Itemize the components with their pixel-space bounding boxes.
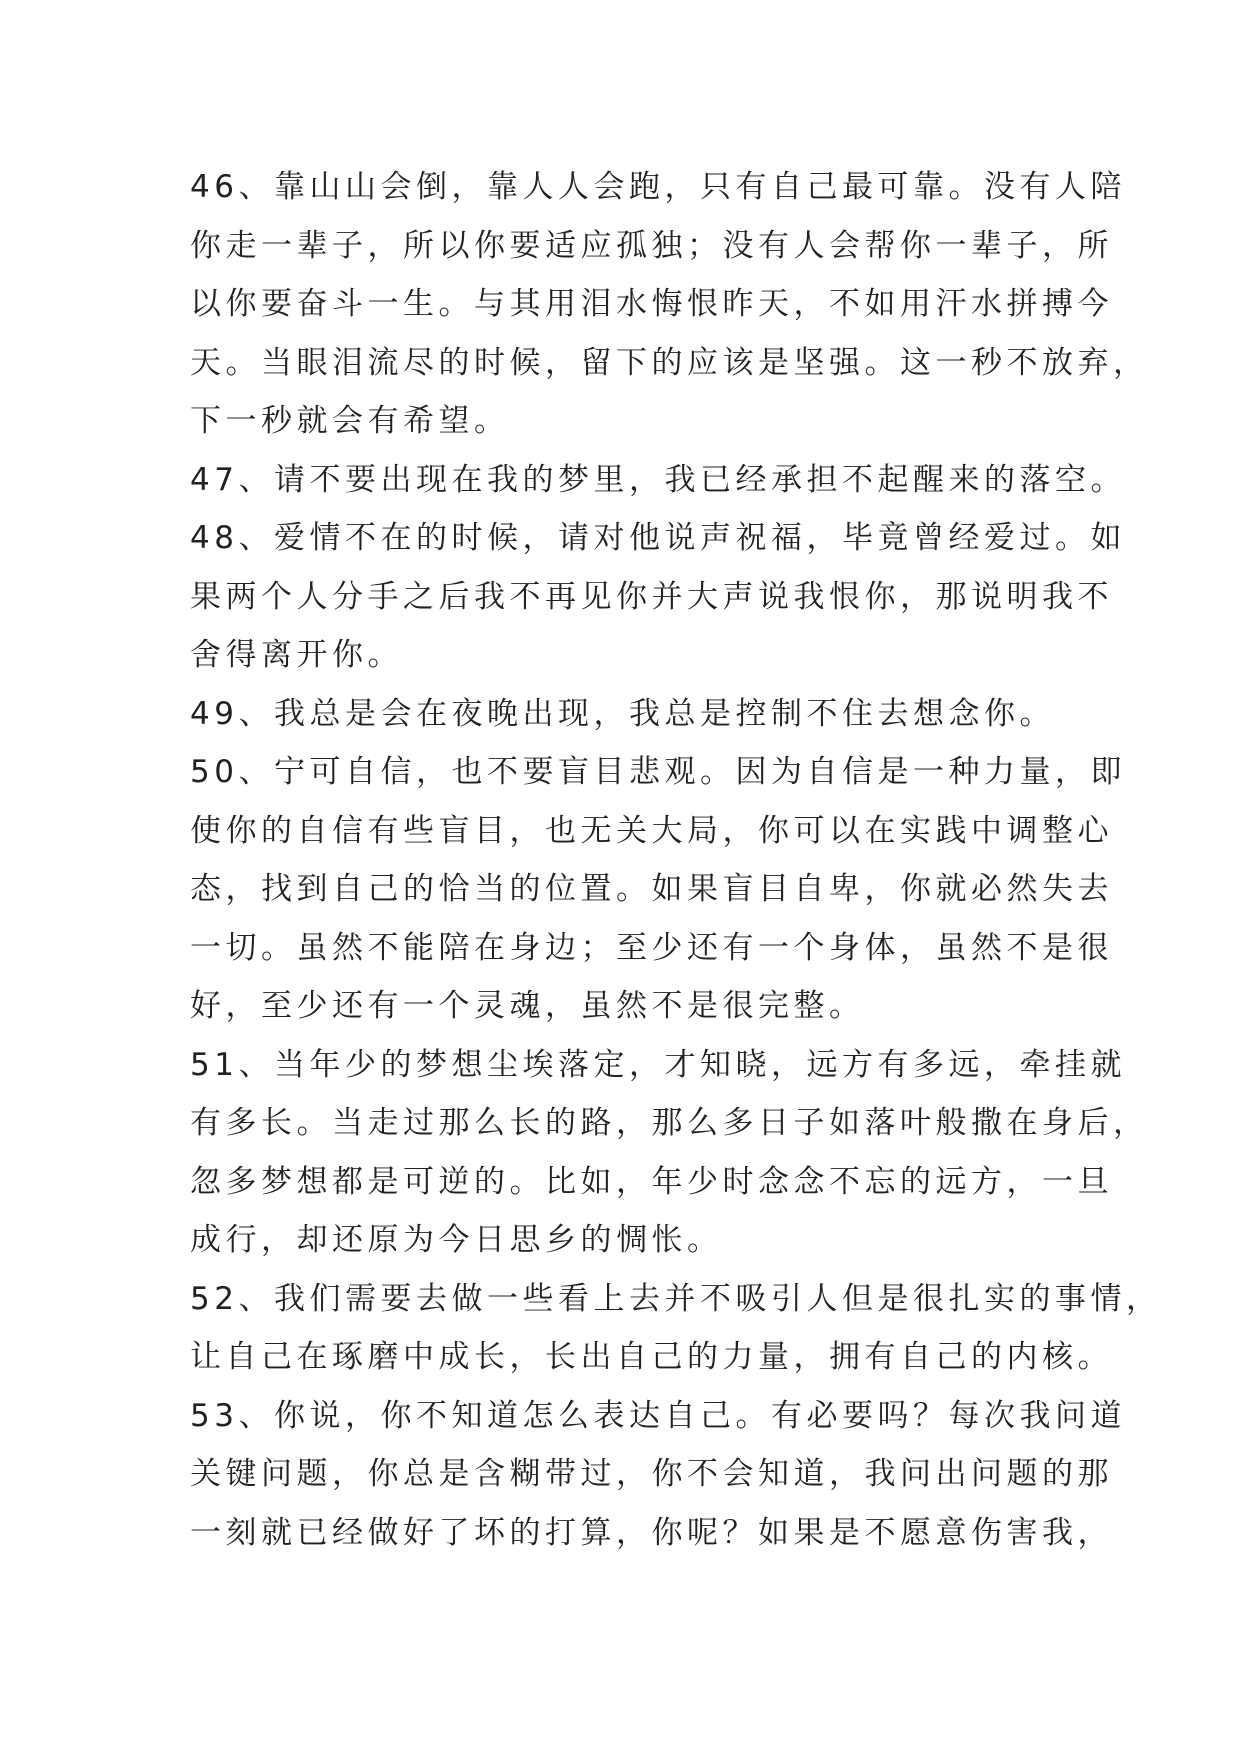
text-line: 舍得离开你。 xyxy=(190,637,403,673)
text-line: 你走一辈子，所以你要适应孤独；没有人会帮你一辈子，所 xyxy=(190,227,1113,264)
text-line: 48、爱情不在的时候，请对他说声祝福，毕竟曾经爱过。如 xyxy=(190,520,1126,556)
text-line: 一切。虽然不能陪在身边；至少还有一个身体，虽然不是很 xyxy=(190,929,1113,966)
text-line: 忽多梦想都是可逆的。比如，年少时念念不忘的远方，一旦 xyxy=(190,1163,1113,1200)
text-line: 47、请不要出现在我的梦里，我已经承担不起醒来的落空。 xyxy=(190,461,1126,498)
text-line: 成行，却还原为今日思乡的惆怅。 xyxy=(190,1222,723,1258)
text-line: 关键问题，你总是含糊带过，你不会知道，我问出问题的那 xyxy=(190,1456,1113,1492)
text-line: 50、宁可自信，也不要盲目悲观。因为自信是一种力量，即 xyxy=(190,754,1126,790)
text-line: 有多长。当走过那么长的路，那么多日子如落叶般撒在身后， xyxy=(190,1105,1149,1141)
text-line: 让自己在琢磨中成长，长出自己的力量，拥有自己的内核。 xyxy=(190,1339,1113,1375)
text-line: 52、我们需要去做一些看上去并不吸引人但是很扎实的事情， xyxy=(190,1280,1162,1317)
text-line: 以你要奋斗一生。与其用泪水悔恨昨天，不如用汗水拼搏今 xyxy=(190,286,1113,322)
text-line: 46、靠山山会倒，靠人人会跑，只有自己最可靠。没有人陪 xyxy=(190,169,1126,205)
text-line: 果两个人分手之后我不再见你并大声说我恨你，那说明我不 xyxy=(190,578,1113,615)
document-page xyxy=(190,158,1162,1562)
text-line: 49、我总是会在夜晚出现，我总是控制不住去想念你。 xyxy=(190,695,1055,732)
text-line: 下一秒就会有希望。 xyxy=(190,403,510,439)
text-line: 天。当眼泪流尽的时候，留下的应该是坚强。这一秒不放弃， xyxy=(190,344,1149,381)
text-line: 态，找到自己的恰当的位置。如果盲目自卑，你就必然失去 xyxy=(190,871,1113,907)
text-line: 使你的自信有些盲目，也无关大局，你可以在实践中调整心 xyxy=(190,812,1113,849)
text-line: 53、你说，你不知道怎么表达自己。有必要吗？每次我问道 xyxy=(190,1397,1126,1434)
text-line: 好，至少还有一个灵魂，虽然不是很完整。 xyxy=(190,988,865,1024)
text-line: 51、当年少的梦想尘埃落定，才知晓，远方有多远，牵挂就 xyxy=(190,1046,1126,1083)
text-line: 一刻就已经做好了坏的打算，你呢？如果是不愿意伤害我， xyxy=(190,1514,1113,1551)
